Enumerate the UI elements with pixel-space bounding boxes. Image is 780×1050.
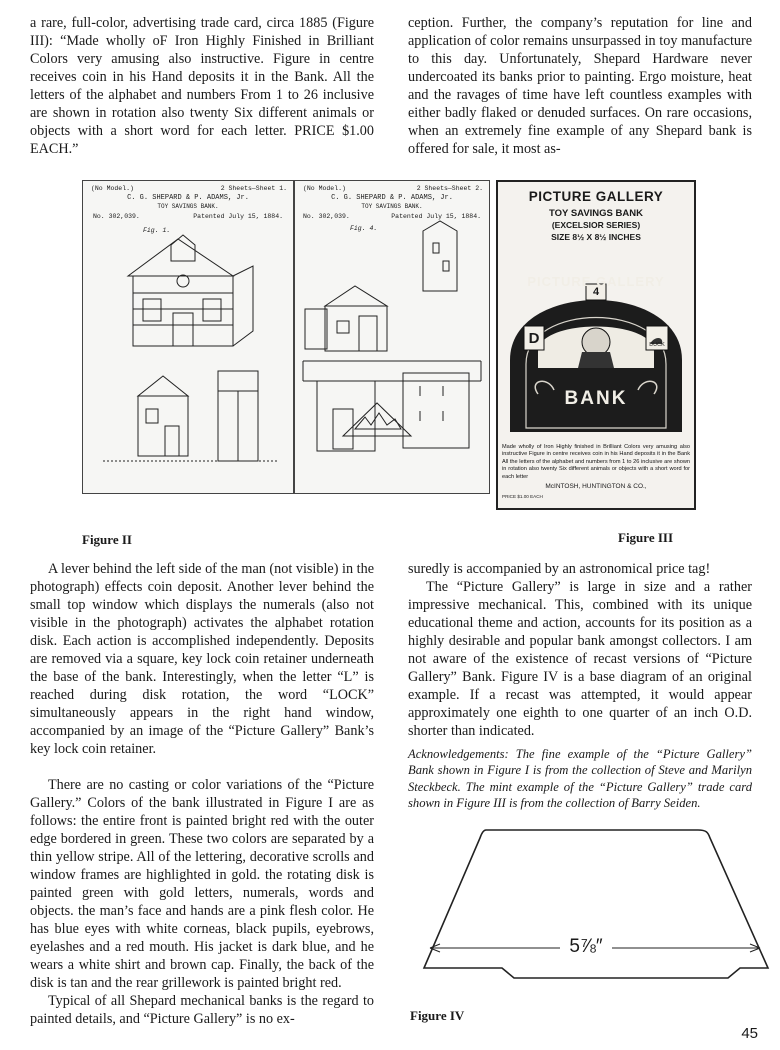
sheet2-fig-label: Fig. 4. xyxy=(350,225,378,232)
figure-2-caption: Figure II xyxy=(82,532,132,547)
card-price: PRICE $1.00 EACH xyxy=(502,494,543,499)
sheet2-patented: Patented July 15, 1884. xyxy=(391,213,481,220)
sheet1-inventors: C. G. SHEPARD & P. ADAMS, Jr. xyxy=(127,194,249,202)
card-title: PICTURE GALLERY xyxy=(528,189,664,204)
sheet2-number: No. 302,039. xyxy=(303,213,350,220)
figure-4-caption: Figure IV xyxy=(410,1008,465,1023)
top-left-text: a rare, full-color, advertising trade card, circa 1885 (Figure III): “Made wholly oF Iron Highly Finished in Brilliant Colors very amusing also instructive. Figure in centre receives coin in his Hand deposits it in the Bank. All the letters of the alphabet and numbers From 1 to 26 inclusive are shown in rotation also twenty Six different animals or objects with a short word for each letter. PRICE $1.00 EACH.” xyxy=(30,15,374,157)
left-paragraph-2: There are no casting or color variations of the “Picture Gallery.” Colors of the bank illustrated in Figure I are as follows: the entire front is painted bright red with the outer edge bordered in green. These two colors are separated by a thin yellow stripe. All of the lettering, decorative scrolls and window frames are highlighted in gold. the rotating disk is painted green with gold letters, numerals, words and objects. the man’s face and hands are a pink flesh color. He has blue eyes with white corneas, black pupils, eyebrows, eyelashes and a red mouth. His jacket is dark blue, and he wears a white shirt and brown cap. Finally, the back of the disk is tan and the rear grillework is painted bright red. xyxy=(30,777,374,991)
sheet1-title: TOY SAVINGS BANK. xyxy=(157,203,219,210)
card-fine-print: Made wholly of Iron Highly finished in Brilliant Colors very amusing also instructive Figure in centre receives coin in his Hand deposits it in the Bank All the letters of the alphabet and numbers from 1 to 26 inclusive are shown in rotation also twenty Six different animals or objects with a short word for each letter xyxy=(502,444,690,480)
sheet1-model: (No Model.) xyxy=(91,185,134,192)
sheet2-model: (No Model.) xyxy=(303,185,346,192)
sheet2-inventors: C. G. SHEPARD & P. ADAMS, Jr. xyxy=(331,194,453,202)
left-column xyxy=(30,560,374,1028)
figure-4-dimension: 5⅞″ xyxy=(560,936,612,958)
figure-2-patent-sheet-1 xyxy=(82,180,294,494)
sheet1-patented: Patented July 15, 1884. xyxy=(193,213,283,220)
card-arch-text: PICTURE GALLERY xyxy=(527,274,665,289)
card-word: DUCK xyxy=(649,342,665,348)
card-number: 4 xyxy=(592,286,600,298)
house-bank-drawing xyxy=(83,181,293,493)
figure-4-base-diagram xyxy=(408,822,778,992)
top-right-text: ception. Further, the company’s reputation for line and application of color remains unsurpassed in toy manufacture to this day. Unfortunately, Shepard Hardware never undercoated its banks prior to painting. Ergo moisture, heat and the ravages of time have left countless examples with either badly flaked or denuded surfaces. On rare occasions, when an extremely fine example of any Shepard bank is offered for sale, it most as- xyxy=(408,15,752,157)
right-paragraph-1: suredly is accompanied by an astronomical price tag! xyxy=(408,561,711,577)
card-letter: D xyxy=(528,330,540,347)
bank-section-drawings xyxy=(295,181,489,493)
left-paragraph-3: Typical of all Shepard mechanical banks is the regard to painted details, and “Picture Gallery” is no ex- xyxy=(30,993,374,1027)
card-line3: SIZE 8½ X 8½ INCHES xyxy=(551,232,641,242)
card-line2: (EXCELSIOR SERIES) xyxy=(551,220,641,230)
right-column xyxy=(408,560,752,812)
figure-2-patent-sheet-2 xyxy=(294,180,490,494)
right-paragraph-2: The “Picture Gallery” is large in size and a rather impressive mechanical. This, combined with its unique educational theme and action, accounts for its position as a highly desirable and popular bank amongst collectors. I am not aware of the existence of recast versions of “Picture Gallery” Bank. Figure IV is a base diagram of an original example. If a recast was attempted, it would appear approximately one eighth to one quarter of an inch O.D. shorter than indicated. xyxy=(408,579,752,739)
figure-3-caption: Figure III xyxy=(618,530,674,545)
card-bank-word: BANK xyxy=(564,388,628,409)
page-number: 45 xyxy=(741,1025,758,1042)
figure-3-trade-card xyxy=(496,180,696,510)
sheet1-sheets: 2 Sheets—Sheet 1. xyxy=(220,185,287,192)
card-line1: TOY SAVINGS BANK xyxy=(549,208,643,219)
sheet1-number: No. 302,039. xyxy=(93,213,140,220)
acknowledgements: Acknowledgements: The fine example of the “Picture Gallery” Bank shown in Figure I is from the collection of Steve and Marilyn Steckbeck. The mint example of the “Picture Gallery” trade card shown in Figure III is from the collection of Barry Seiden. xyxy=(408,747,752,811)
sheet1-fig-label: Fig. 1. xyxy=(143,227,171,234)
sheet2-sheets: 2 Sheets—Sheet 2. xyxy=(416,185,483,192)
left-paragraph-1: A lever behind the left side of the man (not visible) in the photograph) effects coin deposit. Another lever behind the small top window which displays the numerals (also not visible in the photograph) activates the alphabet rotation disk. Each action is accomplished independently. Deposits are removed via a square, key lock coin retainer underneath the base of the bank. Interestingly, when the letter “L” is reached during disk rotation, the word “LOCK” simultaneously appears in the right hand window, accompanied by an image of the “Picture Gallery” Bank’s key lock coin retainer. xyxy=(30,561,374,757)
sheet2-title: TOY SAVINGS BANK. xyxy=(361,203,423,210)
card-maker: McINTOSH, HUNTINGTON & CO., xyxy=(545,483,647,490)
